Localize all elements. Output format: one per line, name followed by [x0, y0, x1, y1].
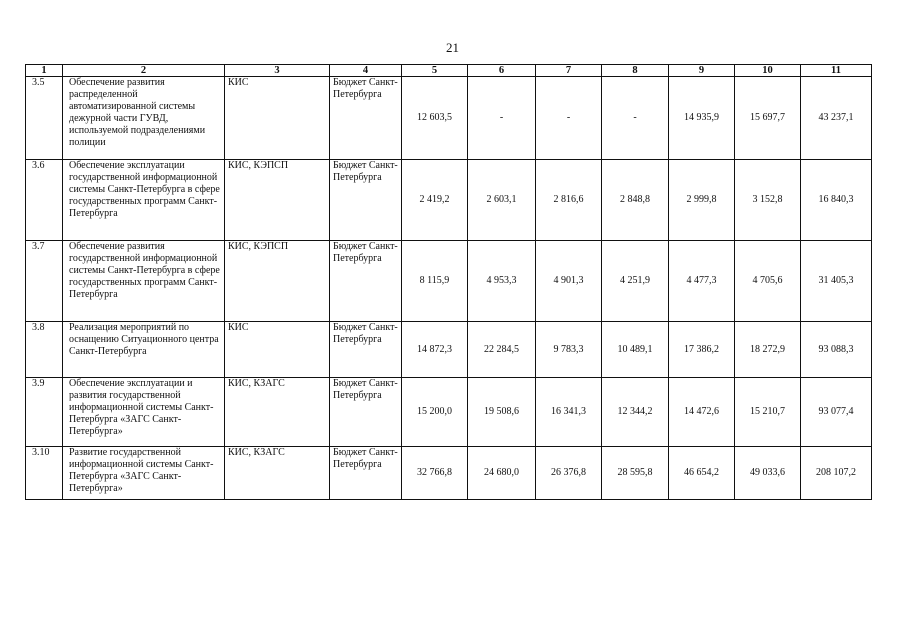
budget-table — [25, 64, 872, 500]
header-row — [26, 65, 872, 77]
value-col-6: 4 953,3 — [468, 241, 536, 322]
row-index: 3.10 — [26, 447, 63, 500]
measure-name: Развитие государственной информационной системы Санкт-Петербурга «ЗАГС Санкт-Петербурга» — [63, 447, 225, 500]
column-header: 2 — [63, 65, 225, 77]
value-col-8: 10 489,1 — [602, 322, 669, 378]
executor: КИС, КЗАГС — [225, 447, 330, 500]
table-row — [26, 378, 872, 447]
funding-source: Бюджет Санкт-Петербурга — [330, 378, 402, 447]
value-col-9: 4 477,3 — [669, 241, 735, 322]
value-col-9: 14 935,9 — [669, 77, 735, 160]
value-col-11: 31 405,3 — [801, 241, 872, 322]
column-header: 9 — [669, 65, 735, 77]
value-col-9: 17 386,2 — [669, 322, 735, 378]
value-col-5: 15 200,0 — [402, 378, 468, 447]
value-col-8: - — [602, 77, 669, 160]
value-col-11: 208 107,2 — [801, 447, 872, 500]
column-header: 1 — [26, 65, 63, 77]
value-col-10: 3 152,8 — [735, 160, 801, 241]
value-col-10: 15 210,7 — [735, 378, 801, 447]
row-index: 3.6 — [26, 160, 63, 241]
funding-source: Бюджет Санкт-Петербурга — [330, 160, 402, 241]
column-header: 8 — [602, 65, 669, 77]
value-col-6: 24 680,0 — [468, 447, 536, 500]
value-col-9: 46 654,2 — [669, 447, 735, 500]
value-col-10: 49 033,6 — [735, 447, 801, 500]
executor: КИС — [225, 77, 330, 160]
value-col-9: 2 999,8 — [669, 160, 735, 241]
page-number: 21 — [446, 40, 459, 55]
measure-name: Обеспечение развития распределенной автоматизированной системы дежурной части ГУВД, используемой подразделениями полиции — [63, 77, 225, 160]
row-index: 3.5 — [26, 77, 63, 160]
value-col-7: - — [536, 77, 602, 160]
column-header: 6 — [468, 65, 536, 77]
measure-name: Обеспечение эксплуатации государственной информационной системы Санкт-Петербурга в сфере государственных программ Санкт-Петербурга — [63, 160, 225, 241]
value-col-8: 4 251,9 — [602, 241, 669, 322]
funding-source: Бюджет Санкт-Петербурга — [330, 241, 402, 322]
measure-name: Реализация мероприятий по оснащению Ситуационного центра Санкт-Петербурга — [63, 322, 225, 378]
value-col-8: 2 848,8 — [602, 160, 669, 241]
executor: КИС, КЗАГС — [225, 378, 330, 447]
value-col-7: 9 783,3 — [536, 322, 602, 378]
value-col-6: 22 284,5 — [468, 322, 536, 378]
table-row — [26, 322, 872, 378]
executor: КИС, КЭПСП — [225, 241, 330, 322]
value-col-5: 12 603,5 — [402, 77, 468, 160]
column-header: 5 — [402, 65, 468, 77]
value-col-9: 14 472,6 — [669, 378, 735, 447]
value-col-6: 19 508,6 — [468, 378, 536, 447]
value-col-7: 26 376,8 — [536, 447, 602, 500]
value-col-11: 93 088,3 — [801, 322, 872, 378]
measure-name: Обеспечение эксплуатации и развития государственной информационной системы Санкт-Петербурга «ЗАГС Санкт-Петербурга» — [63, 378, 225, 447]
value-col-10: 15 697,7 — [735, 77, 801, 160]
column-header: 7 — [536, 65, 602, 77]
column-header: 11 — [801, 65, 872, 77]
value-col-10: 18 272,9 — [735, 322, 801, 378]
value-col-6: 2 603,1 — [468, 160, 536, 241]
value-col-5: 2 419,2 — [402, 160, 468, 241]
executor: КИС — [225, 322, 330, 378]
measure-name: Обеспечение развития государственной информационной системы Санкт-Петербурга в сфере государственных программ Санкт-Петербурга — [63, 241, 225, 322]
value-col-5: 32 766,8 — [402, 447, 468, 500]
value-col-8: 12 344,2 — [602, 378, 669, 447]
value-col-5: 8 115,9 — [402, 241, 468, 322]
value-col-11: 16 840,3 — [801, 160, 872, 241]
executor: КИС, КЭПСП — [225, 160, 330, 241]
column-header: 4 — [330, 65, 402, 77]
value-col-11: 93 077,4 — [801, 378, 872, 447]
table-row — [26, 77, 872, 160]
funding-source: Бюджет Санкт-Петербурга — [330, 447, 402, 500]
column-header: 3 — [225, 65, 330, 77]
funding-source: Бюджет Санкт-Петербурга — [330, 322, 402, 378]
row-index: 3.7 — [26, 241, 63, 322]
value-col-11: 43 237,1 — [801, 77, 872, 160]
row-index: 3.8 — [26, 322, 63, 378]
row-index: 3.9 — [26, 378, 63, 447]
value-col-7: 16 341,3 — [536, 378, 602, 447]
value-col-6: - — [468, 77, 536, 160]
funding-source: Бюджет Санкт-Петербурга — [330, 77, 402, 160]
table-row — [26, 447, 872, 500]
value-col-7: 2 816,6 — [536, 160, 602, 241]
value-col-5: 14 872,3 — [402, 322, 468, 378]
column-header: 10 — [735, 65, 801, 77]
value-col-8: 28 595,8 — [602, 447, 669, 500]
table-row — [26, 160, 872, 241]
value-col-10: 4 705,6 — [735, 241, 801, 322]
value-col-7: 4 901,3 — [536, 241, 602, 322]
table-row — [26, 241, 872, 322]
